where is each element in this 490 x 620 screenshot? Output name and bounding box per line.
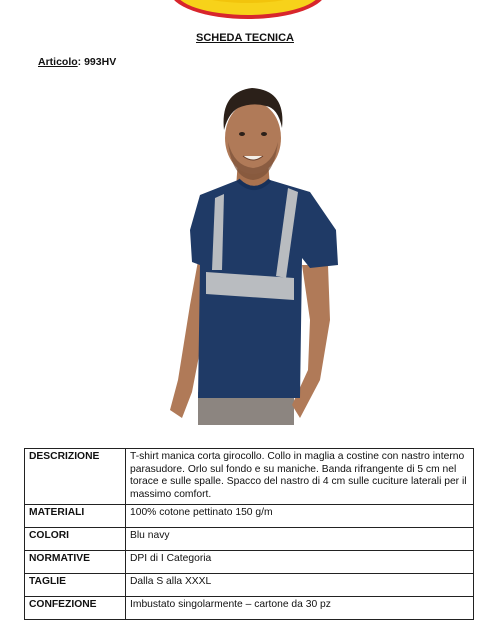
spec-row-normative	[25, 551, 474, 574]
spec-value: T-shirt manica corta girocollo. Collo in maglia a costine con nastro interno parasudore. Orlo sul fondo e su maniche. Banda rifrangente di 5 cm nel torace e sulle spalle. Spacco del nastro di 4 cm sulle cuciture laterali per il massimo comfort.	[126, 449, 474, 505]
article-code: 993HV	[84, 56, 117, 68]
article-label: Articolo	[38, 56, 78, 68]
spec-key: COLORI	[25, 528, 126, 551]
spec-key: NORMATIVE	[25, 551, 126, 574]
spec-value: Blu navy	[126, 528, 474, 551]
spec-key: CONFEZIONE	[25, 597, 126, 620]
brand-logo	[168, 0, 328, 20]
spec-value: 100% cotone pettinato 150 g/m	[126, 505, 474, 528]
spec-value: Imbustato singolarmente – cartone da 30 pz	[126, 597, 474, 620]
spec-key: TAGLIE	[25, 574, 126, 597]
spec-row-colori	[25, 528, 474, 551]
spec-value: Dalla S alla XXXL	[126, 574, 474, 597]
spec-key: MATERIALI	[25, 505, 126, 528]
spec-value: DPI di I Categoria	[126, 551, 474, 574]
spec-table	[24, 448, 474, 620]
spec-key: DESCRIZIONE	[25, 449, 126, 505]
spec-row-confezione	[25, 597, 474, 620]
product-photo	[160, 80, 350, 425]
spec-row-taglie	[25, 574, 474, 597]
article-line: Articolo: 993HV	[38, 56, 117, 68]
spec-row-materiali	[25, 505, 474, 528]
spec-row-descrizione	[25, 449, 474, 505]
page-title: SCHEDA TECNICA	[196, 32, 294, 44]
